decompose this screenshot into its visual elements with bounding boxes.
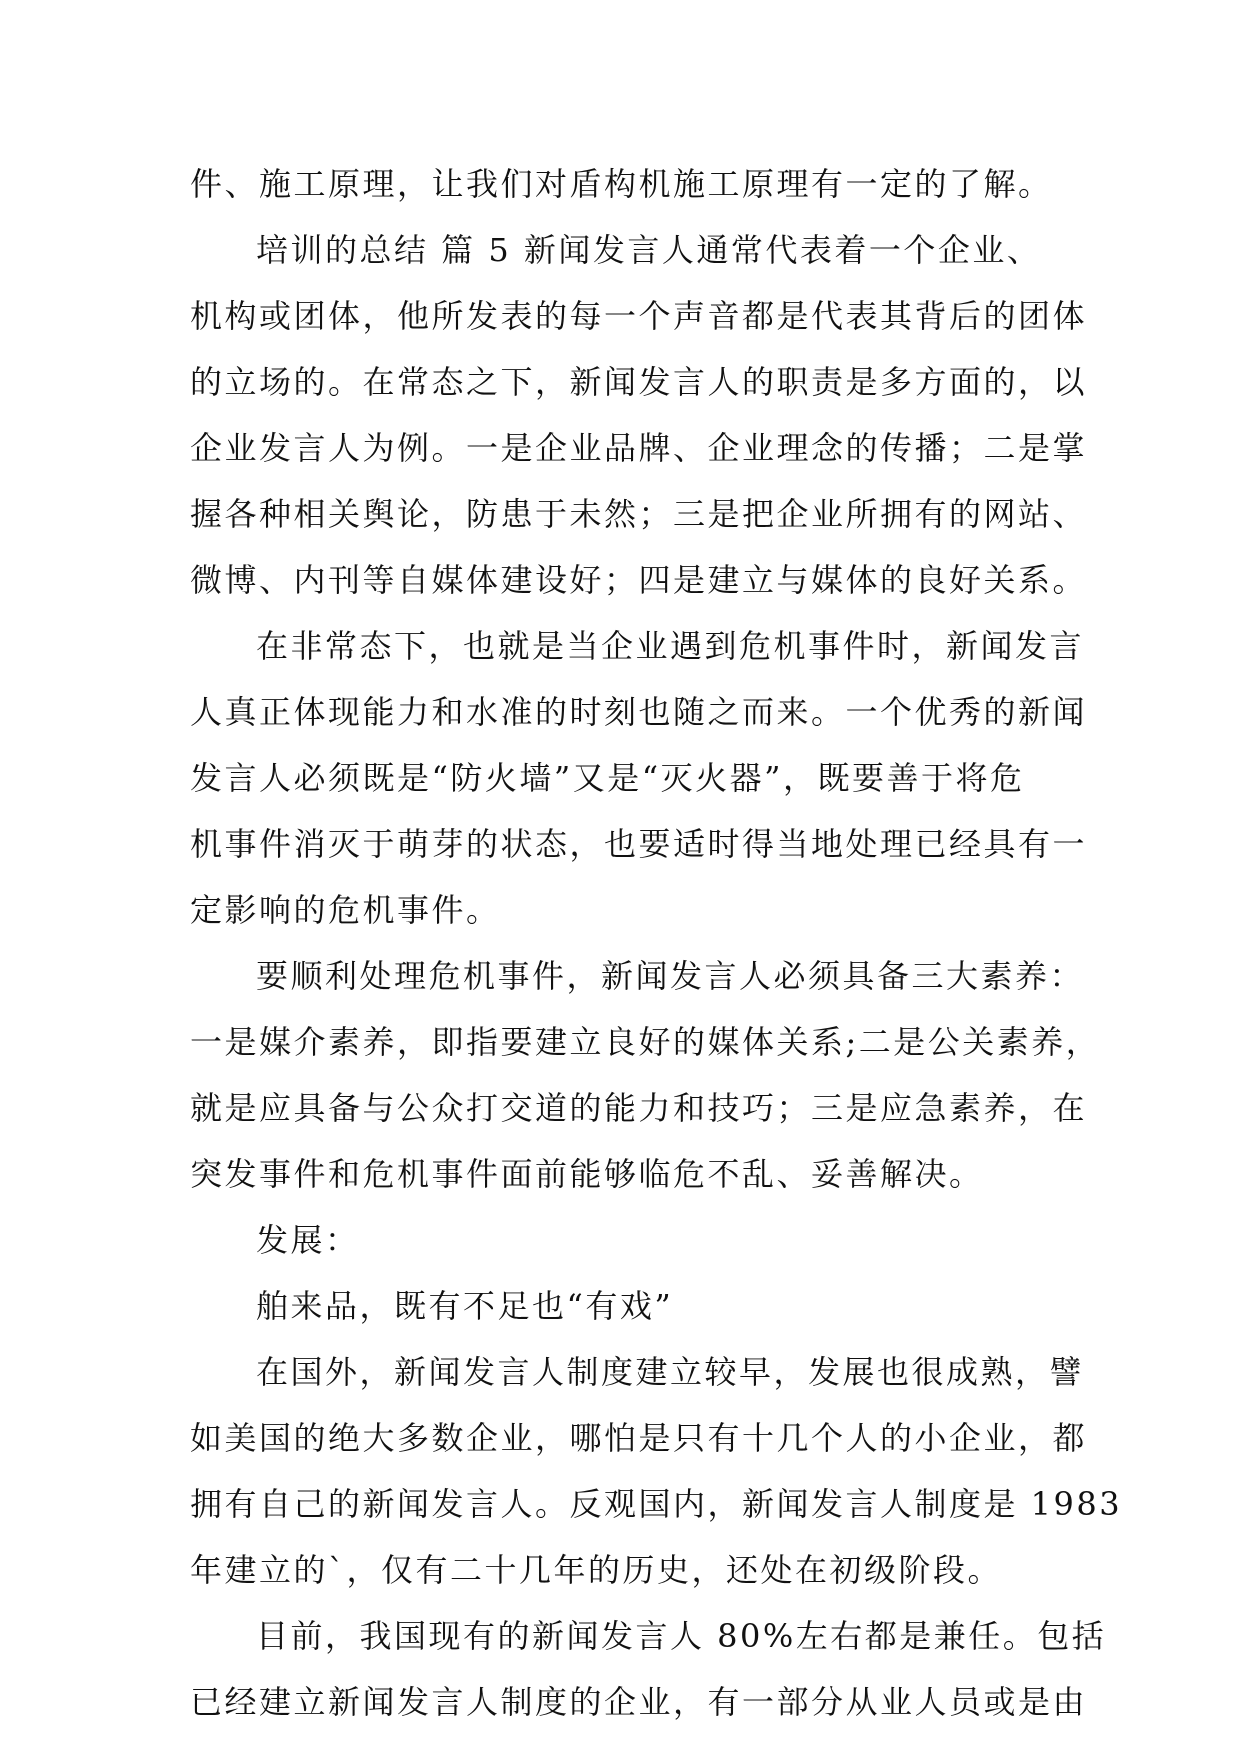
text-line: 的立场的。在常态之下，新闻发言人的职责是多方面的，以 bbox=[190, 363, 1088, 401]
text-line: 拥有自己的新闻发言人。反观国内，新闻发言人制度是 1983 bbox=[190, 1485, 1123, 1523]
text-line: 突发事件和危机事件面前能够临危不乱、妥善解决。 bbox=[190, 1155, 984, 1193]
text-line: 在国外，新闻发言人制度建立较早，发展也很成熟，譬 bbox=[256, 1353, 1085, 1391]
text-line: 微博、内刊等自媒体建设好；四是建立与媒体的良好关系。 bbox=[190, 561, 1088, 599]
text-line: 如美国的绝大多数企业，哪怕是只有十几个人的小企业，都 bbox=[190, 1419, 1088, 1457]
text-line: 定影响的危机事件。 bbox=[190, 891, 501, 929]
text-line: 企业发言人为例。一是企业品牌、企业理念的传播；二是掌 bbox=[190, 429, 1088, 467]
text-line: 一是媒介素养，即指要建立良好的媒体关系;二是公关素养， bbox=[190, 1023, 1101, 1061]
text-line: 机构或团体，他所发表的每一个声音都是代表其背后的团体 bbox=[190, 297, 1088, 335]
text-line: 件、施工原理，让我们对盾构机施工原理有一定的了解。 bbox=[190, 165, 1053, 203]
subheading: 舶来品，既有不足也“有戏” bbox=[256, 1287, 674, 1325]
section-heading: 发展： bbox=[256, 1221, 360, 1259]
text-line: 目前，我国现有的新闻发言人 80%左右都是兼任。包括 bbox=[256, 1617, 1107, 1655]
text-line: 发言人必须既是“防火墙”又是“灭火器”，既要善于将危 bbox=[190, 759, 1025, 797]
text-line: 年建立的`，仅有二十几年的历史，还处在初级阶段。 bbox=[190, 1551, 1003, 1589]
text-line: 培训的总结 篇 5 新闻发言人通常代表着一个企业、 bbox=[256, 231, 1042, 269]
text-line: 人真正体现能力和水准的时刻也随之而来。一个优秀的新闻 bbox=[190, 693, 1088, 731]
text-line: 握各种相关舆论，防患于未然；三是把企业所拥有的网站、 bbox=[190, 495, 1088, 533]
text-line: 在非常态下，也就是当企业遇到危机事件时，新闻发言 bbox=[256, 627, 1085, 665]
text-line: 已经建立新闻发言人制度的企业，有一部分从业人员或是由 bbox=[190, 1683, 1088, 1721]
text-line: 就是应具备与公众打交道的能力和技巧；三是应急素养，在 bbox=[190, 1089, 1088, 1127]
text-line: 机事件消灭于萌芽的状态，也要适时得当地处理已经具有一 bbox=[190, 825, 1088, 863]
text-line: 要顺利处理危机事件，新闻发言人必须具备三大素养： bbox=[256, 957, 1085, 995]
